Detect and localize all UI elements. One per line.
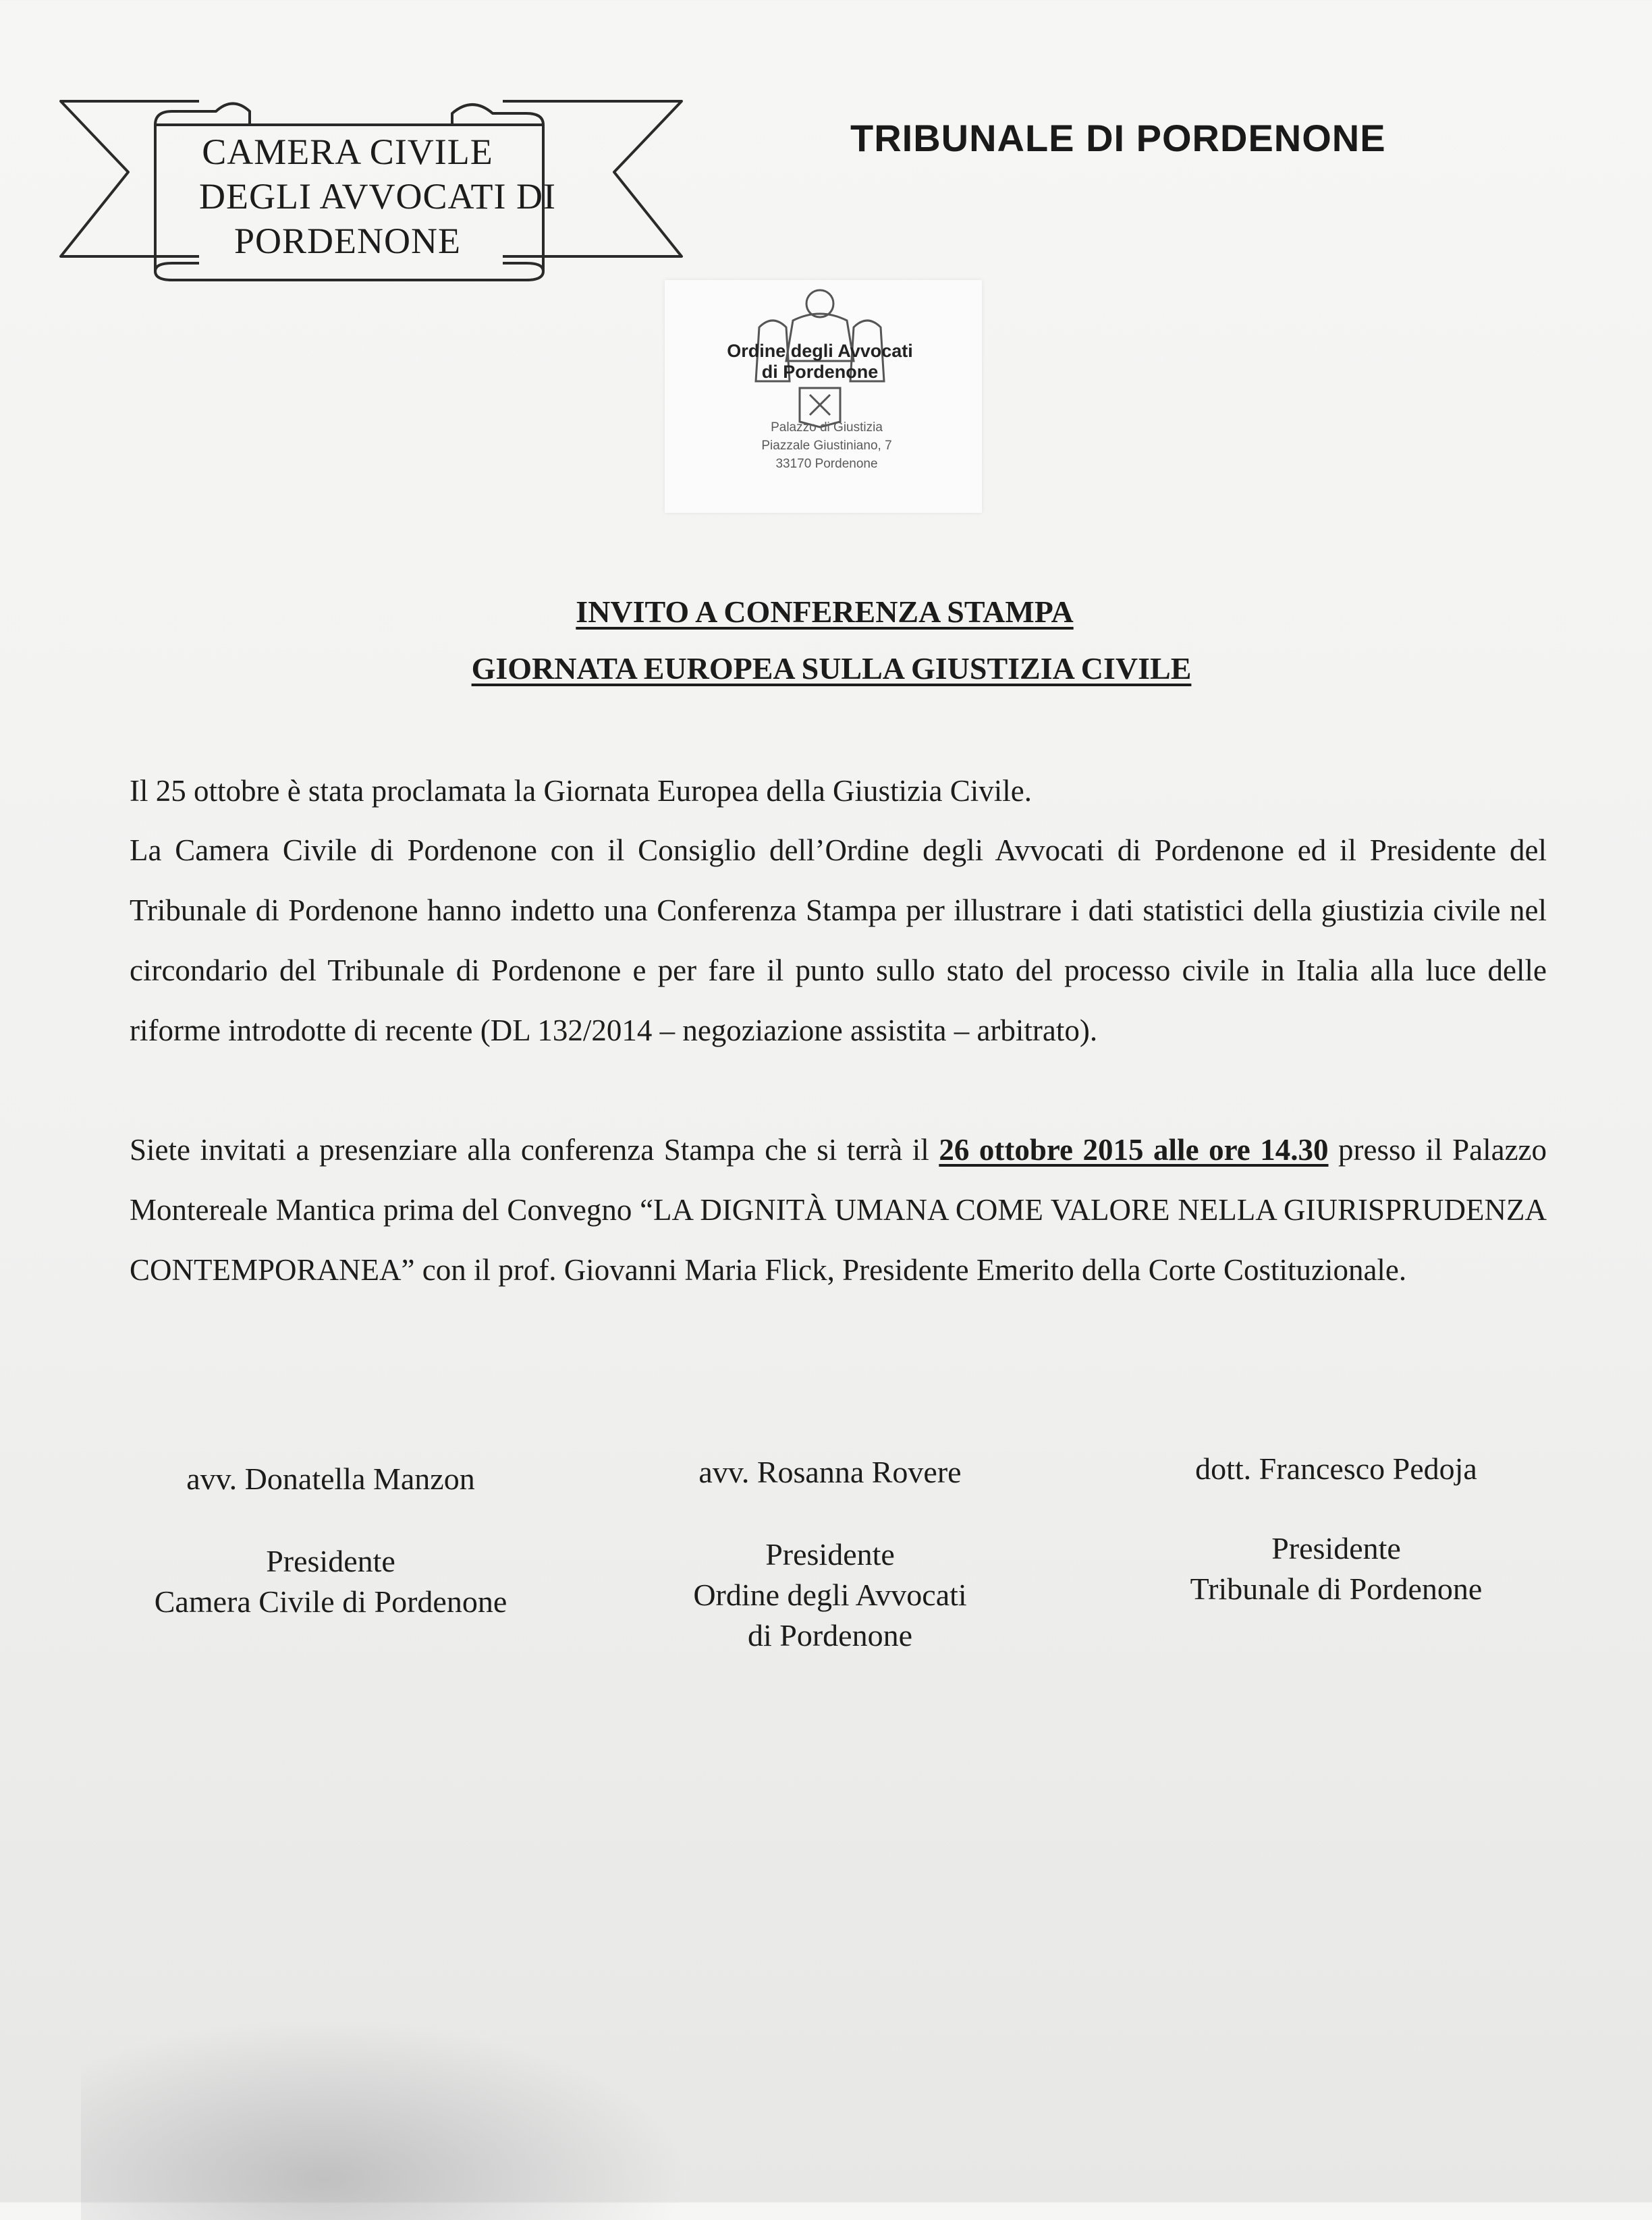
signatory-role [1113, 1528, 1559, 1609]
signatory-name: avv. Rosanna Rovere [698, 1455, 962, 1489]
role-line: Presidente [1271, 1531, 1401, 1565]
stamp-title-line-2: di Pordenone [761, 362, 879, 382]
banner-line-3: PORDENONE [233, 221, 461, 261]
signature-block-ordine-avvocati [607, 1452, 1053, 1656]
ordine-avvocati-stamp [665, 280, 982, 513]
signature-block-camera-civile [108, 1459, 553, 1622]
stamp-title [678, 341, 962, 383]
paragraph-3-intro: Siete invitati a presenziare alla conferenza Stampa che si terrà il [130, 1133, 929, 1167]
stamp-address [685, 418, 968, 473]
photo-shadow [81, 2018, 688, 2220]
role-line: Camera Civile di Pordenone [154, 1584, 507, 1619]
court-header: TRIBUNALE DI PORDENONE [850, 117, 1386, 159]
banner-text [199, 130, 556, 263]
signatory-name: dott. Francesco Pedoja [1195, 1451, 1477, 1486]
role-line: di Pordenone [747, 1618, 912, 1653]
camera-civile-banner-logo [54, 94, 688, 283]
banner-line-1: CAMERA CIVILE [202, 132, 493, 172]
title-line-2: GIORNATA EUROPEA SULLA GIUSTIZIA CIVILE [471, 651, 1192, 686]
stamp-title-line-1: Ordine degli Avvocati [727, 341, 913, 361]
paragraph-3 [130, 1120, 1547, 1300]
title-line-1: INVITO A CONFERENZA STAMPA [576, 594, 1074, 629]
paragraph-1: Il 25 ottobre è stata proclamata la Giornata Europea della Giustizia Civile. [130, 774, 1032, 808]
role-line: Presidente [765, 1537, 895, 1572]
signature-block-tribunale [1113, 1449, 1559, 1609]
signatory-role [607, 1534, 1053, 1656]
banner-line-2: DEGLI AVVOCATI DI [199, 176, 556, 217]
event-date: 26 ottobre 2015 alle ore 14.30 [939, 1133, 1329, 1167]
paragraph-3-rest: presso il Palazzo Montereale Mantica prima del Convegno “LA DIGNITÀ UMANA COME VALORE NELLA GIURISPRUDENZA CONTEMPORANEA” con il prof. Giovanni Maria Flick, Presidente Emerito della Corte Costituzionale. [130, 1133, 1547, 1287]
signatory-role [108, 1541, 553, 1622]
paragraph-2: La Camera Civile di Pordenone con il Consiglio dell’Ordine degli Avvocati di Pordenone ed il Presidente del Tribunale di Pordenone hanno indetto una Conferenza Stampa per illustrare i dati statistici della giustizia civile nel circondario del Tribunale di Pordenone e per fare il punto sullo stato del processo civile in Italia alla luce delle riforme introdotte di recente (DL 132/2014 – negoziazione assistita – arbitrato). [130, 833, 1547, 1047]
role-line: Ordine degli Avvocati [693, 1578, 967, 1612]
stamp-address-line-3: 33170 Pordenone [775, 457, 878, 471]
stamp-address-line-1: Palazzo di Giustizia [771, 420, 883, 435]
role-line: Presidente [266, 1544, 395, 1578]
stamp-address-line-2: Piazzale Giustiniano, 7 [761, 439, 892, 453]
role-line: Tribunale di Pordenone [1190, 1572, 1483, 1606]
signatory-name: avv. Donatella Manzon [186, 1462, 475, 1496]
